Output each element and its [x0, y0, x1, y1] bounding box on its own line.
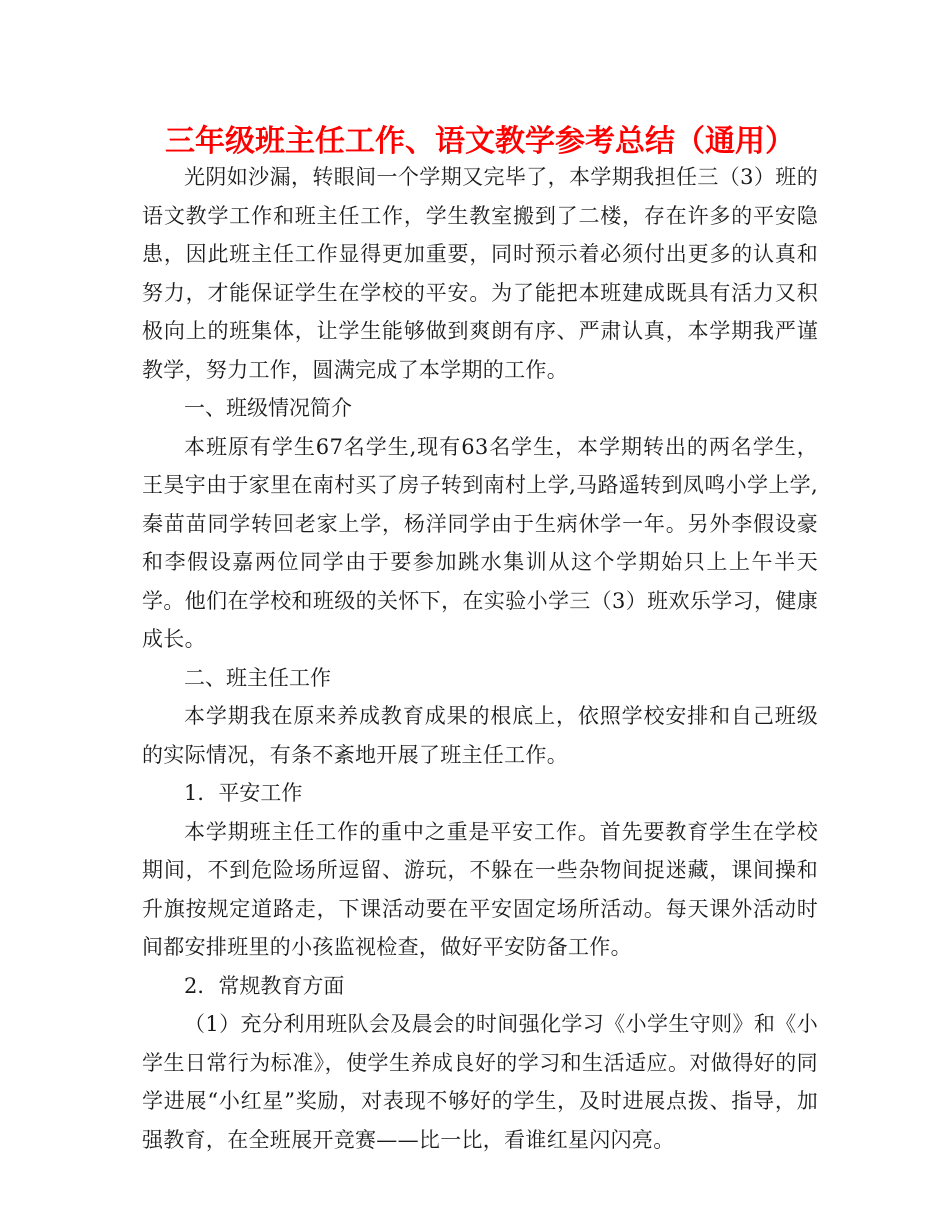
section-heading-class-overview: 一、班级情况简介 [184, 396, 352, 420]
intro-paragraph: 光阴如沙漏，转眼间一个学期又完毕了，本学期我担任三（3）班的语文教学工作和班主任工作，学生教室搬到了二楼，存在许多的平安隐患，因此班主任工作显得更加重要，同时预示着必须付出更多的认真和努力，才能保证学生在学校的平安。为了能把本班建成既具有活力又积极向上的班集体，让学生能够做到爽朗有序、严肃认真，本学期我严谨教学，努力工作，圆满完成了本学期的工作。 [142, 165, 818, 382]
routine-education-paragraph: （1）充分利用班队会及晨会的时间强化学习《小学生守则》和《小学生日常行为标准》，使学生养成良好的学习和生活适应。对做得好的同学进展“小红星”奖励，对表现不够好的学生，及时进展点拨、指导，加强教育，在全班展开竞赛——比一比，看谁红星闪闪亮。 [142, 1012, 818, 1152]
class-overview-paragraph: 本班原有学生67名学生,现有63名学生，本学期转出的两名学生，王昊宇由于家里在南村买了房子转到南村上学,马路遥转到凤鸣小学上学,秦苗苗同学转回老家上学，杨洋同学由于生病休学一年。另外李假设豪和李假设嘉两位同学由于要参加跳水集训从这个学期始只上上午半天学。他们在学校和班级的关怀下，在实验小学三（3）班欢乐学习，健康成长。 [142, 434, 818, 651]
safety-paragraph: 本学期班主任工作的重中之重是平安工作。首先要教育学生在学校期间，不到危险场所逗留、游玩，不躲在一些杂物间捉迷藏，课间操和升旗按规定道路走，下课活动要在平安固定场所活动。每天课外活动时间都安排班里的小孩监视检查，做好平安防备工作。 [142, 819, 818, 959]
subsection-heading-safety: 1．平安工作 [184, 781, 303, 805]
document-body [142, 158, 818, 1159]
head-teacher-work-paragraph: 本学期我在原来养成教育成果的根底上，依照学校安排和自己班级的实际情况，有条不紊地开展了班主任工作。 [142, 704, 818, 767]
section-heading-head-teacher-work: 二、班主任工作 [184, 665, 331, 690]
subsection-heading-routine-education: 2．常规教育方面 [184, 973, 345, 998]
document-title: 三年级班主任工作、语文教学参考总结（通用） [165, 124, 795, 159]
